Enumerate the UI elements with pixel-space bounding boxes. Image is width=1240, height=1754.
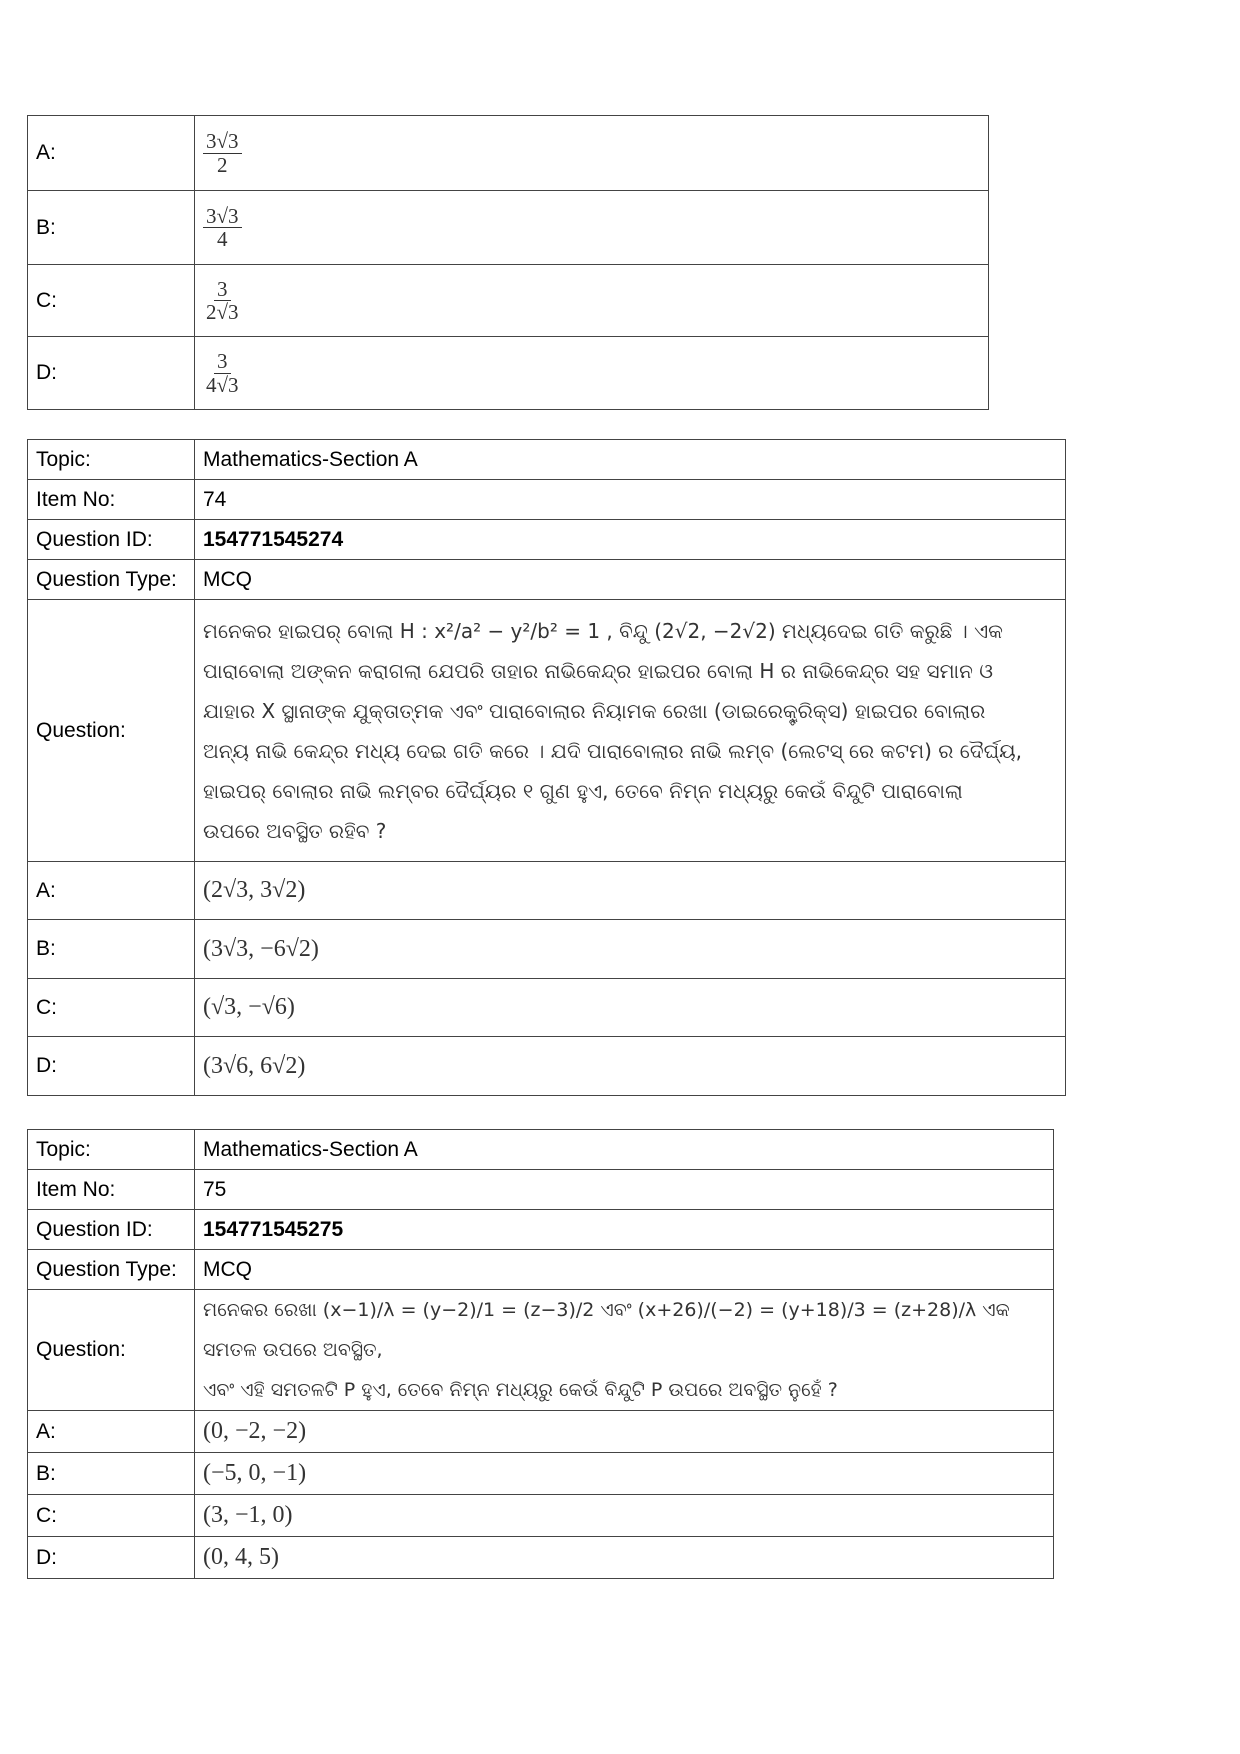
fraction: $\frac{3}{2√3}$ <box>206 276 239 324</box>
option-value: (0, 4, 5) <box>195 1537 1054 1579</box>
question-text <box>195 600 1066 862</box>
option-label: A: <box>28 862 195 920</box>
option-row <box>28 1537 1054 1579</box>
meta-row-question-id <box>28 1210 1054 1250</box>
question-label: Question: <box>28 600 195 862</box>
option-label: B: <box>28 920 195 979</box>
meta-row-item-no <box>28 480 1066 520</box>
option-row <box>28 1037 1066 1096</box>
meta-row-question-type <box>28 1250 1054 1290</box>
question-line: ମନେକର ହାଇପର୍ ବୋଲା H : x²/a² − y²/b² = 1 , ବିନ୍ଦୁ (2√2, −2√2) ମଧ୍ୟଦେଇ ଗତି କରୁଛି । ଏକ <box>203 618 1003 643</box>
option-value: (2√3, 3√2) <box>195 862 1066 920</box>
option-label: C: <box>28 979 195 1037</box>
option-label: B: <box>28 191 195 265</box>
question-line: ଯାହାର X ସ୍ଥାନାଙ୍କ ଯୁକ୍ତାତ୍ମକ ଏବଂ ପାରାବୋଲାର ନିୟାମକ ରେଖା (ଡାଇରେକ୍ଟ୍ରିକ୍ସ) ହାଇପର ବୋଲାର <box>203 698 986 723</box>
option-value <box>195 191 989 265</box>
option-label: A: <box>28 1411 195 1453</box>
fraction: $\frac{3√3}{2}$ <box>203 130 242 175</box>
meta-label: Item No: <box>28 480 195 520</box>
option-row <box>28 1453 1054 1495</box>
meta-label: Question ID: <box>28 1210 195 1250</box>
option-label: A: <box>28 116 195 191</box>
option-label: D: <box>28 1537 195 1579</box>
option-value <box>195 337 989 410</box>
meta-value: Mathematics-Section A <box>195 1130 1054 1170</box>
question-row <box>28 600 1066 862</box>
question-label: Question: <box>28 1290 195 1411</box>
meta-label: Topic: <box>28 1130 195 1170</box>
question-line: ହାଇପର୍ ବୋଲାର ନାଭି ଲମ୍ବର ଦୈର୍ଘ୍ୟର ୧ ଗୁଣ ହୁଏ, ତେବେ ନିମ୍ନ ମଧ୍ୟରୁ କେଉଁ ବିନ୍ଦୁଟି ପାରାବୋଲା <box>203 778 963 803</box>
meta-label: Question Type: <box>28 560 195 600</box>
question-row <box>28 1290 1054 1411</box>
meta-label: Question Type: <box>28 1250 195 1290</box>
meta-row-question-id <box>28 520 1066 560</box>
question-line: ଏବଂ ଏହି ସମତଳଟି P ହୁଏ, ତେବେ ନିମ୍ନ ମଧ୍ୟରୁ କେଉଁ ବିନ୍ଦୁଟି P ଉପରେ ଅବସ୍ଥିତ ନୁହେଁ ? <box>203 1379 838 1401</box>
meta-row-question-type <box>28 560 1066 600</box>
meta-value: MCQ <box>195 1250 1054 1290</box>
question-line: ପାରାବୋଲା ଅଙ୍କନ କରାଗଲା ଯେପରି ତାହାର ନାଭିକେନ୍ଦ୍ର ହାଇପର ବୋଲା H ର ନାଭିକେନ୍ଦ୍ର ସହ ସମାନ ଓ <box>203 658 994 683</box>
question-line: ଉପରେ ଅବସ୍ଥିତ ରହିବ ? <box>203 818 387 843</box>
question-id: 154771545275 <box>195 1210 1054 1250</box>
meta-value: 75 <box>195 1170 1054 1210</box>
option-row <box>28 337 989 410</box>
option-value: (3, −1, 0) <box>195 1495 1054 1537</box>
meta-row-item-no <box>28 1170 1054 1210</box>
option-value: (3√3, −6√2) <box>195 920 1066 979</box>
meta-label: Topic: <box>28 440 195 480</box>
meta-row-topic <box>28 1130 1054 1170</box>
option-label: C: <box>28 1495 195 1537</box>
question-line: ମନେକର ରେଖା (x−1)/λ = (y−2)/1 = (z−3)/2 ଏବଂ (x+26)/(−2) = (y+18)/3 = (z+28)/λ ଏକ ସମତଳ ଉପରେ ଅବସ୍ଥିତ, <box>203 1299 1010 1361</box>
question-74-table <box>27 439 1066 1096</box>
meta-value: MCQ <box>195 560 1066 600</box>
prev-question-options-table <box>27 115 989 410</box>
option-value: (3√6, 6√2) <box>195 1037 1066 1096</box>
option-row <box>28 116 989 191</box>
option-value: (−5, 0, −1) <box>195 1453 1054 1495</box>
question-75-table <box>27 1129 1054 1579</box>
option-row <box>28 1411 1054 1453</box>
question-text <box>195 1290 1054 1411</box>
option-value <box>195 265 989 337</box>
option-label: C: <box>28 265 195 337</box>
meta-label: Question ID: <box>28 520 195 560</box>
option-label: D: <box>28 337 195 410</box>
question-line: ଅନ୍ୟ ନାଭି କେନ୍ଦ୍ର ମଧ୍ୟ ଦେଇ ଗତି କରେ । ଯଦି ପାରାବୋଲାର ନାଭି ଲମ୍ବ (ଲେଟସ୍ ରେ କଟମ) ର ଦୈର୍ଘ୍ୟ, <box>203 738 1022 763</box>
option-value: (0, −2, −2) <box>195 1411 1054 1453</box>
option-row <box>28 862 1066 920</box>
question-id: 154771545274 <box>195 520 1066 560</box>
option-row <box>28 920 1066 979</box>
meta-value: Mathematics-Section A <box>195 440 1066 480</box>
option-value: (√3, −√6) <box>195 979 1066 1037</box>
option-label: B: <box>28 1453 195 1495</box>
option-row <box>28 979 1066 1037</box>
meta-label: Item No: <box>28 1170 195 1210</box>
fraction: $\frac{3}{4√3}$ <box>206 349 239 397</box>
option-row <box>28 1495 1054 1537</box>
option-value <box>195 116 989 191</box>
option-row <box>28 191 989 265</box>
option-label: D: <box>28 1037 195 1096</box>
meta-value: 74 <box>195 480 1066 520</box>
meta-row-topic <box>28 440 1066 480</box>
option-row <box>28 265 989 337</box>
fraction: $\frac{3√3}{4}$ <box>203 205 242 250</box>
